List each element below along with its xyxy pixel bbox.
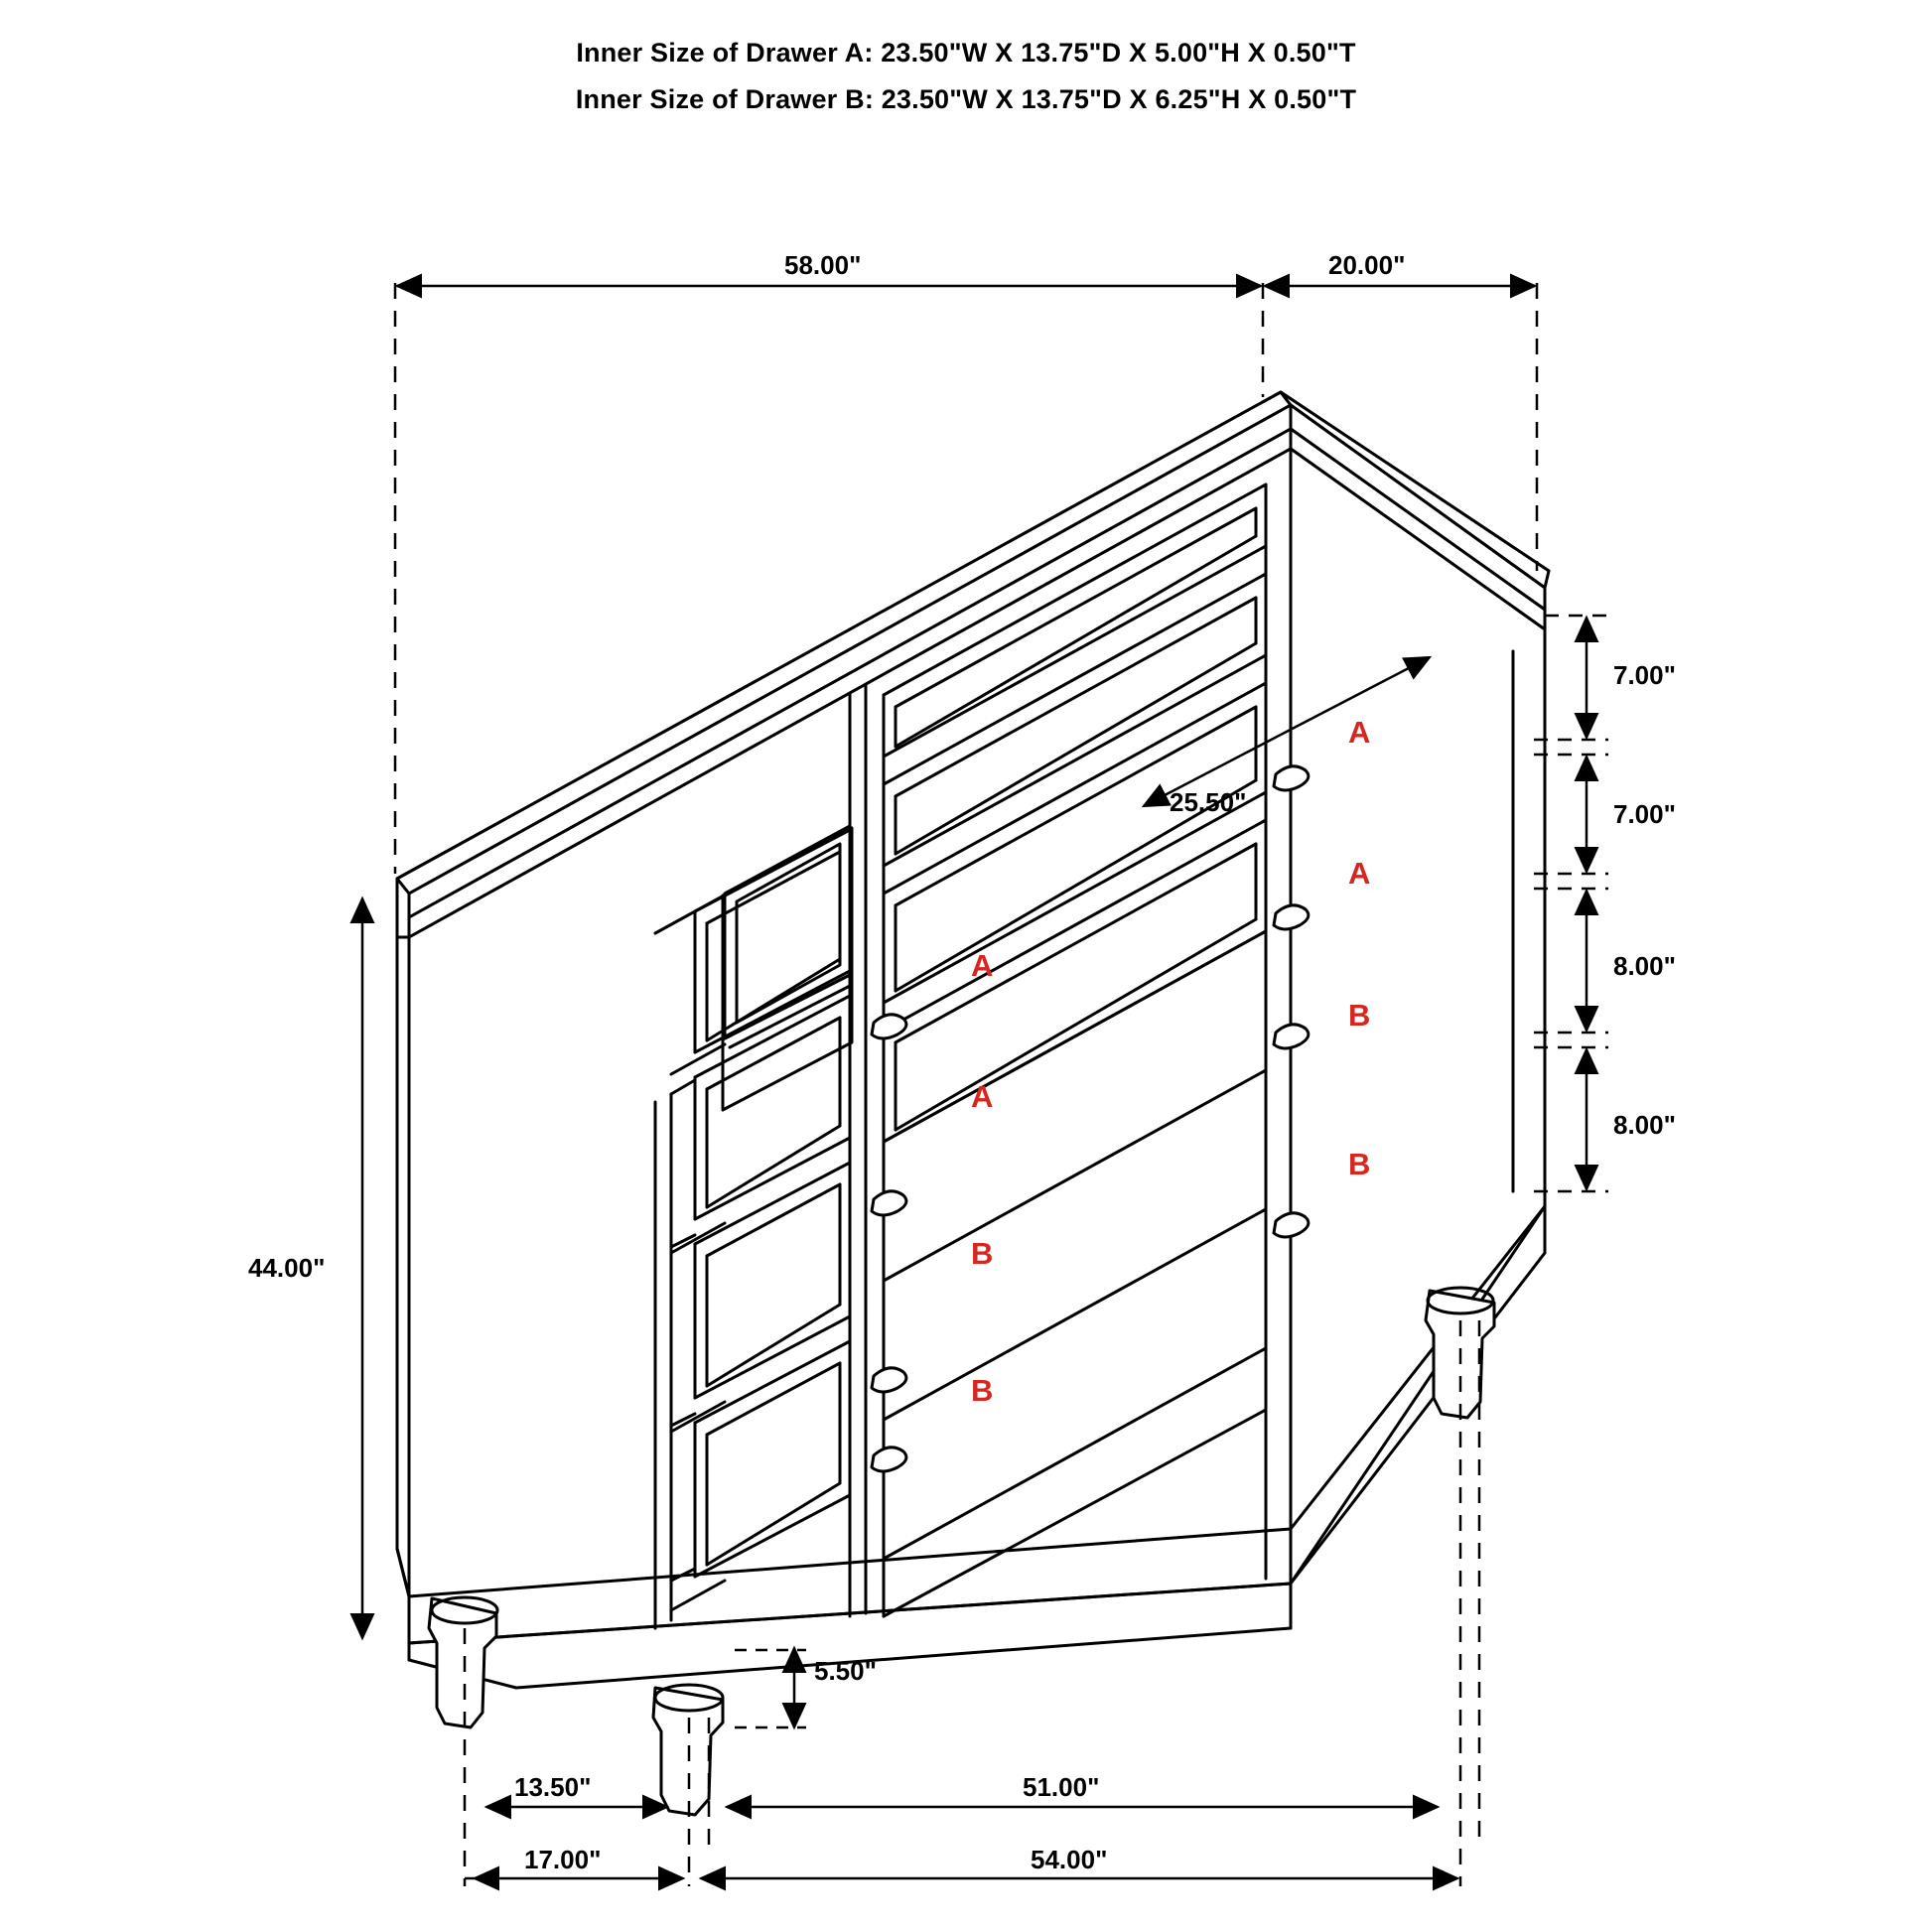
header-drawer-b-inner-size: Inner Size of Drawer B: 23.50"W X 13.75"D X 6.25"H X 0.50"T: [575, 84, 1357, 114]
drawer-label-left-third: B: [971, 1236, 994, 1271]
dim-bottom-left-1: 13.50": [514, 1772, 592, 1802]
dim-right-2: 7.00": [1613, 799, 1676, 829]
dim-bottom-left-2: 17.00": [524, 1845, 602, 1874]
dim-right-4: 8.00": [1613, 1110, 1676, 1140]
dim-bottom-right-1: 51.00": [1023, 1772, 1100, 1802]
dim-leg-height: 5.50": [814, 1656, 877, 1686]
dim-drawer-inner-width: 25.50": [1170, 787, 1247, 817]
dim-bottom-right-2: 54.00": [1031, 1845, 1108, 1874]
dim-top-width: 58.00": [784, 250, 862, 280]
header-drawer-a-inner-size: Inner Size of Drawer A: 23.50"W X 13.75"D X 5.00"H X 0.50"T: [576, 38, 1356, 68]
drawer-label-left-top: A: [971, 948, 994, 983]
dim-right-1: 7.00": [1613, 660, 1676, 690]
drawer-label-right-top: A: [1348, 715, 1371, 750]
drawer-label-right-third: B: [1348, 998, 1371, 1033]
drawer-label-right-bottom: B: [1348, 1147, 1371, 1181]
dim-total-height: 44.00": [248, 1253, 326, 1283]
drawer-label-left-second: A: [971, 1079, 994, 1114]
dim-right-3: 8.00": [1613, 951, 1676, 981]
drawer-label-right-second: A: [1348, 856, 1371, 891]
dresser-right-panel: [1291, 449, 1545, 1584]
dim-top-depth: 20.00": [1328, 250, 1406, 280]
drawer-label-left-bottom: B: [971, 1373, 994, 1408]
